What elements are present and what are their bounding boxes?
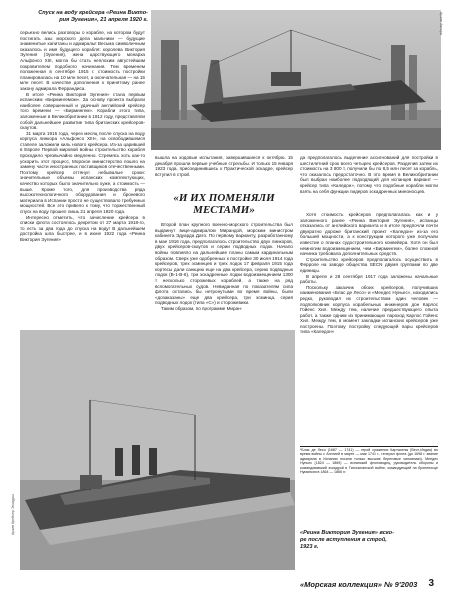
bottom-photo-credit: Архив Крейсер Эскадры — [11, 494, 15, 535]
middle-column-top — [155, 155, 293, 177]
magazine-footer: «Морская коллекция» № 9'2003 — [300, 580, 418, 589]
paragraph: В апреле и 28 сентября 1917 года заложены начальные работы. — [300, 273, 438, 285]
launch-photo — [151, 10, 441, 150]
launch-photo-image — [151, 10, 441, 150]
footnote-divider — [300, 446, 438, 447]
top-caption-line1: Спуск на воду крейсера «Реина Викто- — [38, 10, 148, 16]
bottom-caption-line3: 1923 г. — [300, 544, 319, 550]
middle-column — [155, 222, 293, 312]
paragraph: Таким образом, по программе Миран- — [161, 305, 243, 311]
section-heading — [155, 192, 293, 216]
bottom-caption-line1: «Реина Виктория Эугения» вско- — [300, 530, 394, 536]
paragraph: Второй план крупного военно-морского строительства был выдвинут вице-адмиралом Мирандой, морским министром кабинета Эдуарда Дато. По первому варианту, разработанному в мае 1916 года, предполагалось строительство двух линкоров, двух крейсеров-скаутов и серии подводных лодок. Начало войны повлияло на дальнейшие планы самым кардинальным образом. Сверх уже одобренных к постройке 30 июля 1914 года крейсеров, трех эсминцев и трех лодок 17 февраля 1915 года кортесы дали санкцию еще на два крейсера, серию подводных лодок (В-1-В-6), три эскадренные лодки водоизмещением 1300 т несколько сторожевых кораблей, а также на ряд вспомогательных судов. Невиданная по показателям сила флота остались бы нетронутыми во время войны, были «дозаказаны» еще два крейсера, три эсминца, серия подводных лодок (типа «С») и сторожевики. — [155, 222, 293, 306]
right-column-top — [300, 155, 438, 194]
top-photo-caption — [20, 10, 148, 24]
paragraph: Интересно отметить, что зачисление крейсера в списки флота состоялось декретом от 27 марта 1918-го, то есть за два года до спуска на воду! В дальнейшем достройка шла быстрее, и в июне 1922 года «Реина Виктория Эугения» — [20, 214, 145, 242]
paragraph: Поскольку заказчик обоих крейсеров, получивших наименования «Блас де Лесо» и «Мендес Нуньес», находились редко, руководил их строительством один человек — подполковник корпуса корабельных инженеров дон Карлос Гойенс Хил. Между тем, наличие предшествующего опыта работ, а также одним из принимающих пароход Карлос Гойенс Хил. Между тем, в момент закладки испанских крейсеров уже построены. Поэтому постройку следующей пары крейсеров типа «Каледон» — [300, 284, 438, 335]
photo-credit: Архив Автора — [439, 12, 443, 35]
paragraph: В итоге «Реина Виктория Эугения» стала первым испанским «Бирмингемом». За основу проекта выбрали наиболее совершенный и удачный английский крейсер того времени — «Бирмингем». Корабли этого типа, заложенные в Великобритании в 1912 году, представляли собой дальнейшее развитие типа британских крейсеров-скаутов. — [20, 91, 145, 131]
cruiser-photo — [20, 330, 295, 570]
paragraph: Строительство крейсеров предполагалось осуществить в Ферроле на заводе общества SECN двумя группами по две единицы. — [300, 256, 438, 273]
right-column — [300, 212, 438, 335]
paragraph: 31 марта 1915 года, через месяц после спуска на воду корпуса линкора «Альфонсо XIII», на освободившемся стапеле заложили киль нового крейсера. Из-за царившей в Европе Первой мировой войны строительство корабля проходило чрезвычайно медленно. Стремясь хоть как-то ускорить этот процесс, Морское министерство пошло на замену части иностранных поставщиков отечественными. Поэтому крейсер оттянул небывалые сроки: значительные объемы испанских комплектующих, качество которых было значительно хуже, а стоимость — выше. Кроме того, для производства ряда высокотехнологичного оборудования и броневого материала в Испании просто не существовало требуемых мощностей. Все это привело к тому, что торжественный спуск на воду прошел лишь 21 апреля 1920 года. — [20, 130, 145, 214]
left-column — [20, 30, 145, 243]
top-caption-line2: рия Эугения», 21 апреля 1920 г. — [59, 17, 148, 23]
page-number: 3 — [428, 578, 434, 589]
paragraph: вышла на ходовые испытания, завершившиеся к октябрю. 15 декабря прошли первые учебные стрельбы. И только 15 января 1923 года, присоединившись к Практической эскадре, крейсер вступил в строй. — [155, 155, 293, 177]
heading-line2: МЕСТАМИ» — [193, 204, 255, 216]
footnote: *Блас де Лесо (1687 — 1741) — герой сражения Картахены (Вест-Индия) во время войны с Англией в марте — мае 1741 г., генерал флота (до 1698 г. звание адмирала в Испании носили только высшие береговые чиновники). Мендес Нуньес (1824 — 1869) — испанский флотоводец, руководитель обороны и командовавший эскадрой в Тихоокеанской войне, командующий на броненосце Нумансия в 1864 — 1866 гг. — [300, 448, 438, 475]
heading-line1: «И ИХ ПОМЕНЯЛИ — [173, 192, 275, 204]
bottom-caption-line2: ре после вступления в строй, — [300, 537, 387, 543]
bottom-photo-caption — [300, 530, 438, 551]
paragraph: серьезно велись разговоры о корабле, на котором будут постигать азы морского дела мальчики — будущие знаменитые капитаны и адмиралы! Весьма символичным оказалось и имя будущего корабля: королева Виктория Эугения (Эухения), жена царствующего монарха Альфонсо XIII, могла бы стать неплохим августейшим покровителем подобного начинания. Тем временем положенная в сентябре 1915 г. стоимость постройки планировалась на 10 млн песет, а окончательная — на 15 млн песет. В качестве дополнения к принятому ранее закону адмирала Феррандиса. — [20, 30, 145, 91]
paragraph: да предполагалось выделение ассигнований для постройки в шестилетний срок всего четырех крейсеров. Разделив затем их стоимость на 3 800 т, получили бы по 8,5 млн песет за корабль, что оказалось предостаточно. В это время в Великобритании был выбран наиболее подходящий для испанцев вариант — крейсер типа «Каледон», потому что подобные корабли могли взять на себя функции лидеров эскадренных миноносцев. — [300, 155, 438, 194]
paragraph: Хотя стоимость крейсеров предполагалась как и у заложенного ранее «Реина Виктория Эугения», испанцы отказались от английского варианта и в итоге предпочли почти двукратно дороже британский проект «Каледон» из-за его большей мощности, а к конструкции которого уже получали известие о планах судостроительного конвейера. Хотя он был немногим водоизмещением, чем «Бирмингем», более сложной начинка требовала дополнительных средств. — [300, 212, 438, 257]
cruiser-photo-image — [20, 330, 295, 570]
